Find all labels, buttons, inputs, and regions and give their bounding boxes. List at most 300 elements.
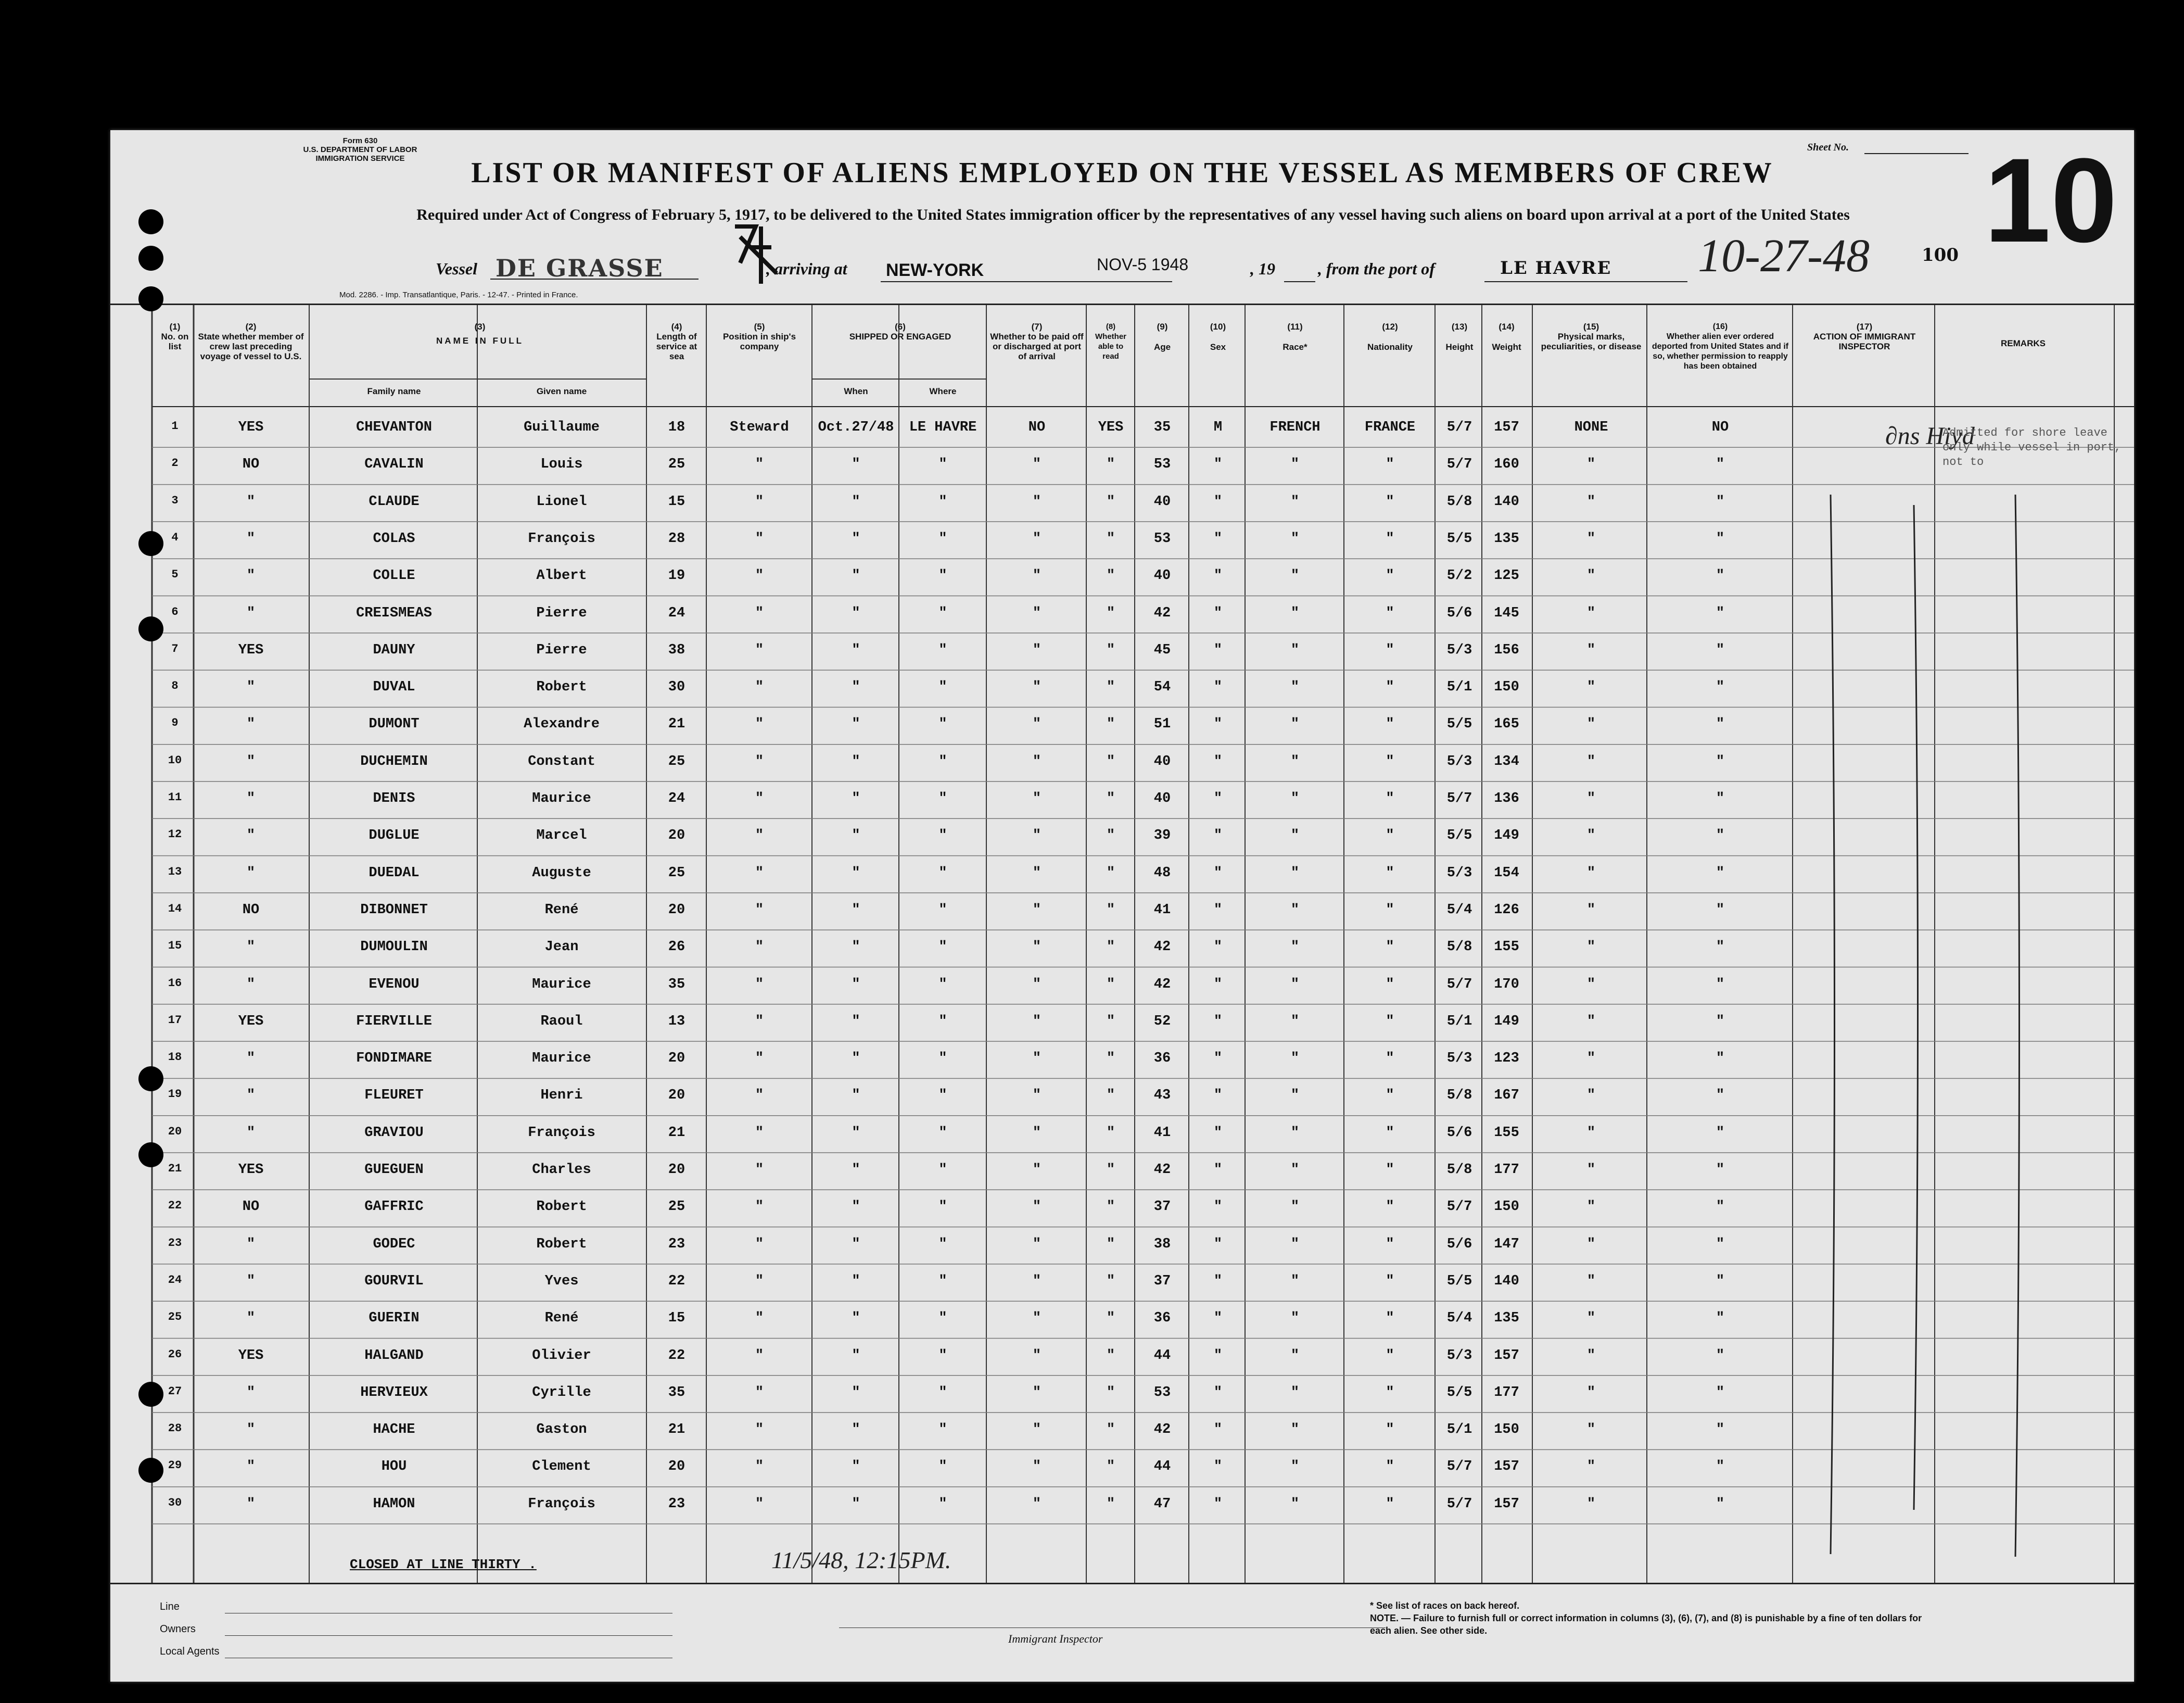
cell-given: Maurice	[532, 791, 591, 806]
cell-sex: "	[1213, 902, 1223, 918]
cell-weight: 123	[1494, 1051, 1519, 1067]
cell-nat: "	[1386, 1310, 1394, 1327]
cell-deported: "	[1716, 1384, 1725, 1401]
cell-position: Steward	[730, 420, 789, 435]
cell-family: FIERVILLE	[356, 1013, 432, 1029]
cell-given: Constant	[528, 753, 595, 769]
cell-when: "	[852, 865, 860, 881]
cell-service: 19	[668, 568, 685, 584]
col10-header: (10) Sex	[1210, 322, 1226, 352]
cell-service: 15	[668, 494, 685, 510]
cell-read: "	[1106, 1236, 1115, 1252]
cell-deported: "	[1716, 1459, 1725, 1475]
cell-age: 42	[1153, 976, 1171, 992]
cell-sex: "	[1213, 642, 1223, 658]
cell-service: 23	[668, 1496, 685, 1512]
cell-deported: "	[1716, 1347, 1725, 1364]
cell-height: 5/3	[1446, 753, 1472, 769]
cell-nat: "	[1386, 1013, 1394, 1029]
cell-service: 13	[668, 1013, 685, 1029]
cell-weight: 156	[1494, 642, 1519, 658]
cell-where: "	[938, 679, 947, 696]
cell-sex: "	[1213, 1236, 1223, 1252]
cell-no: 13	[168, 865, 182, 878]
cell-sex: "	[1213, 1088, 1223, 1104]
cell-when: "	[852, 753, 860, 769]
cell-deported: "	[1716, 531, 1725, 547]
cell-no: 25	[168, 1310, 182, 1324]
cell-when: "	[852, 494, 860, 510]
cell-no: 14	[168, 902, 182, 915]
cell-read: "	[1106, 1051, 1115, 1067]
cell-sex: "	[1213, 605, 1223, 621]
cell-race: FRENCH	[1269, 420, 1320, 435]
cell-family: COLAS	[373, 531, 415, 547]
cell-sex: "	[1213, 1125, 1223, 1141]
cell-given: François	[528, 1125, 595, 1141]
cell-deported: "	[1716, 1496, 1725, 1512]
cell-family: CHEVANTON	[356, 420, 432, 435]
cell-no: 16	[168, 976, 182, 990]
cell-position: "	[755, 1273, 764, 1289]
cell-sex: "	[1213, 1013, 1223, 1029]
cell-age: 52	[1153, 1013, 1171, 1029]
cell-paid: "	[1032, 716, 1042, 733]
cell-sex: "	[1213, 1199, 1223, 1215]
cell-height: 5/4	[1446, 1310, 1472, 1327]
cell-nat: "	[1386, 1051, 1394, 1067]
cell-when: "	[852, 1051, 860, 1067]
cell-position: "	[755, 531, 764, 547]
cell-deported: "	[1716, 568, 1725, 584]
cell-prev: "	[246, 1384, 256, 1401]
cell-family: GUEGUEN	[364, 1162, 424, 1178]
cell-read: "	[1106, 531, 1115, 547]
cell-given: Marcel	[536, 828, 587, 844]
year-label: , 19	[1250, 259, 1275, 278]
cell-height: 5/7	[1446, 420, 1472, 435]
cell-nat: "	[1386, 1347, 1394, 1364]
cell-read: "	[1106, 976, 1115, 992]
cell-family: DUVAL	[373, 679, 415, 696]
cell-given: René	[544, 902, 579, 918]
cell-marks: "	[1586, 902, 1596, 918]
cell-service: 25	[668, 457, 685, 473]
cell-where: "	[938, 1273, 947, 1289]
cell-when: "	[852, 1236, 860, 1252]
cell-deported: "	[1716, 1051, 1725, 1067]
cell-height: 5/5	[1446, 828, 1472, 844]
cell-prev: "	[246, 1459, 256, 1475]
note-label: NOTE.	[1370, 1613, 1399, 1623]
cell-position: "	[755, 791, 764, 806]
cell-prev: "	[246, 753, 256, 769]
cell-prev: NO	[242, 902, 260, 918]
cell-paid: "	[1032, 1422, 1042, 1438]
cell-race: "	[1290, 791, 1300, 806]
cell-position: "	[755, 902, 764, 918]
cell-age: 40	[1153, 753, 1171, 769]
cell-given: Maurice	[532, 1051, 591, 1067]
cell-when: "	[852, 1162, 860, 1178]
cell-no: 2	[171, 457, 179, 470]
cell-age: 43	[1153, 1088, 1171, 1104]
cell-position: "	[755, 642, 764, 658]
cell-sex: "	[1213, 1051, 1223, 1067]
cell-age: 37	[1153, 1199, 1171, 1215]
cell-race: "	[1290, 1422, 1300, 1438]
col8-header: (8) Whether able to read	[1095, 322, 1126, 361]
owners-field	[225, 1635, 672, 1636]
cell-marks: "	[1586, 753, 1596, 769]
cell-weight: 149	[1494, 1013, 1519, 1029]
cell-nat: "	[1386, 679, 1394, 696]
cell-sex: "	[1213, 791, 1223, 806]
cell-service: 20	[668, 1459, 685, 1475]
cell-sex: "	[1213, 531, 1223, 547]
cell-position: "	[755, 568, 764, 584]
crew-count: 100	[1922, 245, 1959, 266]
cell-family: DUGLUE	[369, 828, 420, 844]
cell-prev: NO	[242, 1199, 260, 1215]
cell-age: 51	[1153, 716, 1171, 733]
cell-weight: 160	[1494, 457, 1519, 473]
cell-marks: "	[1586, 1273, 1596, 1289]
cell-when: "	[852, 716, 860, 733]
cell-height: 5/7	[1446, 1459, 1472, 1475]
cell-marks: "	[1586, 568, 1596, 584]
cell-sex: "	[1213, 1273, 1223, 1289]
agents-label: Local Agents	[160, 1646, 220, 1657]
cell-marks: "	[1586, 1051, 1596, 1067]
cell-marks: "	[1586, 1347, 1596, 1364]
cell-sex: "	[1213, 716, 1223, 733]
cell-given: Robert	[536, 1236, 587, 1252]
cell-prev: "	[246, 865, 256, 881]
cell-race: "	[1290, 865, 1300, 881]
cell-prev: NO	[242, 457, 260, 473]
cell-service: 18	[668, 420, 685, 435]
cell-age: 42	[1153, 1162, 1171, 1178]
cell-service: 20	[668, 1051, 685, 1067]
cell-no: 1	[171, 420, 179, 433]
cell-height: 5/5	[1446, 716, 1472, 733]
cell-paid: "	[1032, 753, 1042, 769]
cell-prev: YES	[238, 1162, 264, 1178]
cell-sex: "	[1213, 1384, 1223, 1401]
cell-read: "	[1106, 1310, 1115, 1327]
cell-marks: NONE	[1574, 420, 1608, 435]
cell-prev: YES	[238, 1013, 264, 1029]
binder-hole	[138, 246, 163, 271]
cell-height: 5/5	[1446, 531, 1472, 547]
cell-nat: "	[1386, 1125, 1394, 1141]
cell-service: 20	[668, 1162, 685, 1178]
cell-paid: "	[1032, 828, 1042, 844]
cell-family: HOU	[381, 1459, 407, 1475]
cell-family: GAFFRIC	[364, 1199, 424, 1215]
cell-no: 5	[171, 568, 179, 582]
cell-no: 9	[171, 716, 179, 730]
cell-weight: 157	[1494, 420, 1519, 435]
col17-header: (17) ACTION OF IMMIGRANT INSPECTOR	[1813, 322, 1916, 351]
cell-deported: "	[1716, 1013, 1725, 1029]
cell-position: "	[755, 1384, 764, 1401]
cell-sex: "	[1213, 568, 1223, 584]
cell-height: 5/2	[1446, 568, 1472, 584]
cell-family: FONDIMARE	[356, 1051, 432, 1067]
cell-service: 15	[668, 1310, 685, 1327]
vessel-name: DE GRASSE	[496, 254, 664, 282]
cell-paid: "	[1032, 1088, 1042, 1104]
cell-given: Auguste	[532, 865, 591, 881]
cell-when: "	[852, 1496, 860, 1512]
manifest-subtitle: Required under Act of Congress of February 5, 1917, to be delivered to the United States immigration officer by the representatives of any vessel having such aliens on board upon arrival at a port of the United States	[416, 206, 1850, 223]
cell-where: "	[938, 1199, 947, 1215]
cell-paid: "	[1032, 642, 1042, 658]
cell-prev: "	[246, 1236, 256, 1252]
binder-hole	[138, 616, 163, 641]
cell-read: "	[1106, 1459, 1115, 1475]
cell-paid: "	[1032, 1051, 1042, 1067]
cell-weight: 135	[1494, 531, 1519, 547]
cell-paid: "	[1032, 939, 1042, 955]
cell-paid: "	[1032, 1310, 1042, 1327]
cell-prev: "	[246, 976, 256, 992]
cell-read: "	[1106, 791, 1115, 806]
cell-nat: "	[1386, 791, 1394, 806]
cell-service: 21	[668, 1125, 685, 1141]
cell-read: "	[1106, 939, 1115, 955]
cell-service: 23	[668, 1236, 685, 1252]
cell-marks: "	[1586, 642, 1596, 658]
cell-prev: "	[246, 605, 256, 621]
cell-deported: "	[1716, 457, 1725, 473]
inspector-initials: ∂ns Hiyd	[1885, 422, 1975, 450]
cell-sex: "	[1213, 939, 1223, 955]
cell-where: "	[938, 791, 947, 806]
col7-header: (7) Whether to be paid off or discharged at port of arrival	[990, 322, 1084, 361]
cell-service: 24	[668, 791, 685, 806]
cell-sex: "	[1213, 865, 1223, 881]
cell-no: 15	[168, 939, 182, 953]
cell-prev: "	[246, 1125, 256, 1141]
cell-marks: "	[1586, 679, 1596, 696]
cell-nat: "	[1386, 1236, 1394, 1252]
cell-service: 21	[668, 716, 685, 733]
cell-nat: FRANCE	[1364, 420, 1416, 435]
from-port: LE HAVRE	[1500, 258, 1612, 279]
cell-weight: 125	[1494, 568, 1519, 584]
penalty-note	[1370, 1612, 1942, 1637]
cell-position: "	[755, 1422, 764, 1438]
cell-height: 5/7	[1446, 976, 1472, 992]
cell-where: "	[938, 494, 947, 510]
cell-race: "	[1290, 1384, 1300, 1401]
cell-service: 35	[668, 976, 685, 992]
cell-given: Guillaume	[524, 420, 600, 435]
cell-marks: "	[1586, 1199, 1596, 1215]
cell-height: 5/1	[1446, 1422, 1472, 1438]
cell-service: 22	[668, 1347, 685, 1364]
cell-height: 5/7	[1446, 457, 1472, 473]
col3-header: (3) NAME IN FULL	[436, 322, 524, 346]
cell-no: 10	[168, 753, 182, 767]
cell-read: "	[1106, 1088, 1115, 1104]
cell-service: 35	[668, 1384, 685, 1401]
cell-paid: "	[1032, 457, 1042, 473]
cell-no: 11	[168, 791, 182, 804]
cell-where: "	[938, 976, 947, 992]
races-note: * See list of races on back hereof.	[1370, 1600, 1520, 1611]
remarks-row1: Admitted for shore leave only while vessel in port, not to	[1942, 426, 2122, 469]
cell-where: "	[938, 865, 947, 881]
cell-service: 30	[668, 679, 685, 696]
cell-sex: "	[1213, 976, 1223, 992]
col2-header: (2) State whether member of crew last preceding voyage of vessel to U.S.	[198, 322, 304, 361]
cell-read: "	[1106, 902, 1115, 918]
cell-where: "	[938, 1347, 947, 1364]
col13-header: (13) Height	[1445, 322, 1474, 352]
cell-race: "	[1290, 753, 1300, 769]
cell-given: François	[528, 531, 595, 547]
cell-weight: 140	[1494, 1273, 1519, 1289]
cell-deported: "	[1716, 1422, 1725, 1438]
cell-age: 41	[1153, 1125, 1171, 1141]
cell-family: HACHE	[373, 1422, 415, 1438]
cell-given: Raoul	[540, 1013, 583, 1029]
cell-family: DUEDAL	[369, 865, 420, 881]
arriving-label: , arriving at	[766, 259, 847, 278]
cell-read: "	[1106, 1125, 1115, 1141]
cell-deported: "	[1716, 642, 1725, 658]
cell-position: "	[755, 679, 764, 696]
cell-family: FLEURET	[364, 1088, 424, 1104]
binder-hole	[138, 1066, 163, 1091]
cell-position: "	[755, 1236, 764, 1252]
cell-where: "	[938, 716, 947, 733]
cell-age: 45	[1153, 642, 1171, 658]
cell-race: "	[1290, 939, 1300, 955]
cell-no: 3	[171, 494, 179, 507]
cell-no: 19	[168, 1088, 182, 1101]
cell-given: Gaston	[536, 1422, 587, 1438]
cell-race: "	[1290, 1273, 1300, 1289]
cell-nat: "	[1386, 939, 1394, 955]
cell-given: Yves	[544, 1273, 579, 1289]
cell-where: LE HAVRE	[909, 420, 977, 435]
cell-when: "	[852, 1125, 860, 1141]
cell-given: Jean	[544, 939, 579, 955]
cell-family: DENIS	[373, 791, 415, 806]
cell-age: 40	[1153, 494, 1171, 510]
cell-where: "	[938, 642, 947, 658]
cell-sex: "	[1213, 494, 1223, 510]
cell-prev: YES	[238, 420, 264, 435]
cell-read: "	[1106, 679, 1115, 696]
cell-position: "	[755, 753, 764, 769]
cell-nat: "	[1386, 976, 1394, 992]
cell-nat: "	[1386, 753, 1394, 769]
cell-when: "	[852, 791, 860, 806]
cell-when: "	[852, 605, 860, 621]
cell-age: 53	[1153, 531, 1171, 547]
cell-prev: "	[246, 828, 256, 844]
cell-marks: "	[1586, 605, 1596, 621]
cell-marks: "	[1586, 1013, 1596, 1029]
cell-race: "	[1290, 828, 1300, 844]
cell-paid: "	[1032, 1459, 1042, 1475]
department: U.S. DEPARTMENT OF LABOR	[303, 145, 417, 154]
cell-where: "	[938, 1459, 947, 1475]
cell-paid: "	[1032, 791, 1042, 806]
cell-where: "	[938, 1236, 947, 1252]
cell-deported: "	[1716, 494, 1725, 510]
cell-prev: YES	[238, 642, 264, 658]
cell-weight: 126	[1494, 902, 1519, 918]
col14-header: (14) Weight	[1492, 322, 1521, 352]
binder-hole	[138, 531, 163, 556]
cell-age: 47	[1153, 1496, 1171, 1512]
cell-when: Oct.27/48	[818, 420, 894, 435]
cell-prev: "	[246, 531, 256, 547]
cell-given: François	[528, 1496, 595, 1512]
cell-age: 42	[1153, 939, 1171, 955]
cell-family: EVENOU	[369, 976, 420, 992]
cell-position: "	[755, 1125, 764, 1141]
cell-position: "	[755, 828, 764, 844]
cell-deported: "	[1716, 1162, 1725, 1178]
cell-weight: 157	[1494, 1496, 1519, 1512]
cell-when: "	[852, 1310, 860, 1327]
inspector-signature-hand: 11/5/48, 12:15PM.	[771, 1547, 951, 1573]
cell-family: DUMONT	[369, 716, 420, 733]
cell-age: 53	[1153, 457, 1171, 473]
col15-header: (15) Physical marks, peculiarities, or disease	[1541, 322, 1642, 351]
cell-no: 18	[168, 1051, 182, 1064]
cell-prev: "	[246, 1088, 256, 1104]
cell-marks: "	[1586, 1088, 1596, 1104]
cell-when: "	[852, 1384, 860, 1401]
cell-deported: "	[1716, 976, 1725, 992]
cell-no: 27	[168, 1384, 182, 1398]
cell-prev: YES	[238, 1347, 264, 1364]
cell-given: Cyrille	[532, 1384, 591, 1401]
cell-read: "	[1106, 1422, 1115, 1438]
cell-when: "	[852, 828, 860, 844]
cell-when: "	[852, 976, 860, 992]
cell-where: "	[938, 568, 947, 584]
cell-family: GUERIN	[369, 1310, 420, 1327]
cell-nat: "	[1386, 494, 1394, 510]
cell-paid: "	[1032, 1125, 1042, 1141]
cell-height: 5/8	[1446, 1088, 1472, 1104]
cell-age: 38	[1153, 1236, 1171, 1252]
cell-race: "	[1290, 1236, 1300, 1252]
cell-deported: "	[1716, 605, 1725, 621]
cell-height: 5/3	[1446, 1051, 1472, 1067]
cell-family: DIBONNET	[360, 902, 428, 918]
col5-header: (5) Position in ship's company	[722, 322, 796, 351]
cell-age: 54	[1153, 679, 1171, 696]
cell-no: 28	[168, 1422, 182, 1435]
cell-race: "	[1290, 531, 1300, 547]
cell-service: 20	[668, 828, 685, 844]
cell-paid: "	[1032, 531, 1042, 547]
cell-no: 17	[168, 1013, 182, 1027]
cell-position: "	[755, 1162, 764, 1178]
cell-given: Alexandre	[524, 716, 600, 733]
